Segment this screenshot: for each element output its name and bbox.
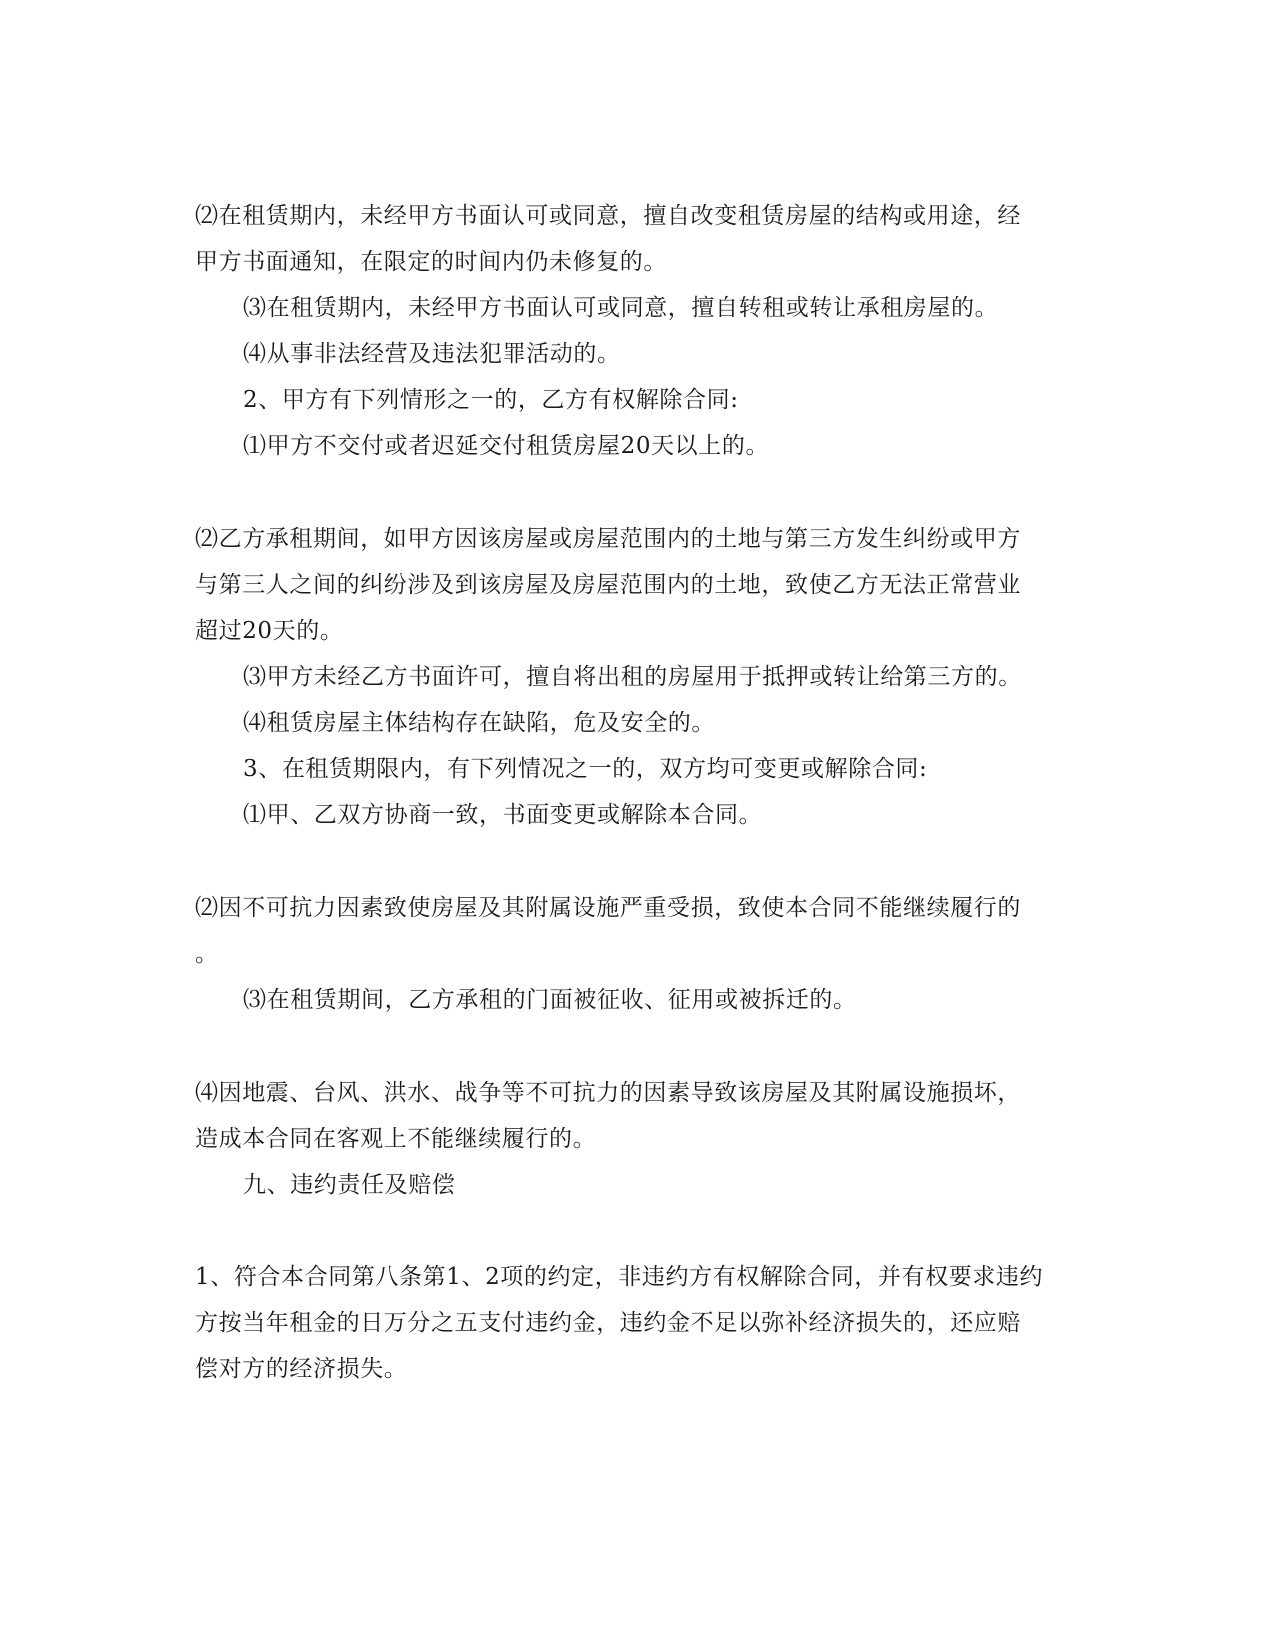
text-line: ⑶甲方未经乙方书面许可，擅自将出租的房屋用于抵押或转让给第三方的。 [243,664,1022,690]
text-line: 。 [195,941,219,967]
text-line: ⑶在租赁期间，乙方承租的门面被征收、征用或被拆迁的。 [243,987,857,1013]
text-line: 偿对方的经济损失。 [195,1356,408,1382]
text-line: 造成本合同在客观上不能继续履行的。 [195,1126,597,1152]
text-line: 与第三人之间的纠纷涉及到该房屋及房屋范围内的土地，致使乙方无法正常营业 [195,572,1021,598]
text-line: ⑶在租赁期内，未经甲方书面认可或同意，擅自转租或转让承租房屋的。 [243,295,999,321]
text-line: 2、甲方有下列情形之一的，乙方有权解除合同: [243,387,739,413]
text-line: 甲方书面通知，在限定的时间内仍未修复的。 [195,249,667,275]
text-line: 方按当年租金的日万分之五支付违约金，违约金不足以弥补经济损失的，还应赔 [195,1310,1021,1336]
text-line: ⑷因地震、台风、洪水、战争等不可抗力的因素导致该房屋及其附属设施损坏， [195,1080,1021,1106]
text-line: ⑵因不可抗力因素致使房屋及其附属设施严重受损，致使本合同不能继续履行的 [195,895,1021,921]
text-line: ⑴甲、乙双方协商一致，书面变更或解除本合同。 [243,802,763,828]
text-line: 3、在租赁期限内，有下列情况之一的，双方均可变更或解除合同: [243,756,928,782]
text-line: ⑴甲方不交付或者迟延交付租赁房屋20天以上的。 [243,433,770,459]
text-line: ⑷从事非法经营及违法犯罪活动的。 [243,341,621,367]
text-line: 1、符合本合同第八条第1、2项的约定，非违约方有权解除合同，并有权要求违约 [195,1264,1044,1290]
text-line: ⑵在租赁期内，未经甲方书面认可或同意，擅自改变租赁房屋的结构或用途，经 [195,203,1021,229]
text-line: ⑵乙方承租期间，如甲方因该房屋或房屋范围内的土地与第三方发生纠纷或甲方 [195,526,1021,552]
text-line: ⑷租赁房屋主体结构存在缺陷，危及安全的。 [243,710,715,736]
text-line: 超过20天的。 [195,618,344,644]
section-heading: 九、违约责任及赔偿 [243,1172,456,1198]
